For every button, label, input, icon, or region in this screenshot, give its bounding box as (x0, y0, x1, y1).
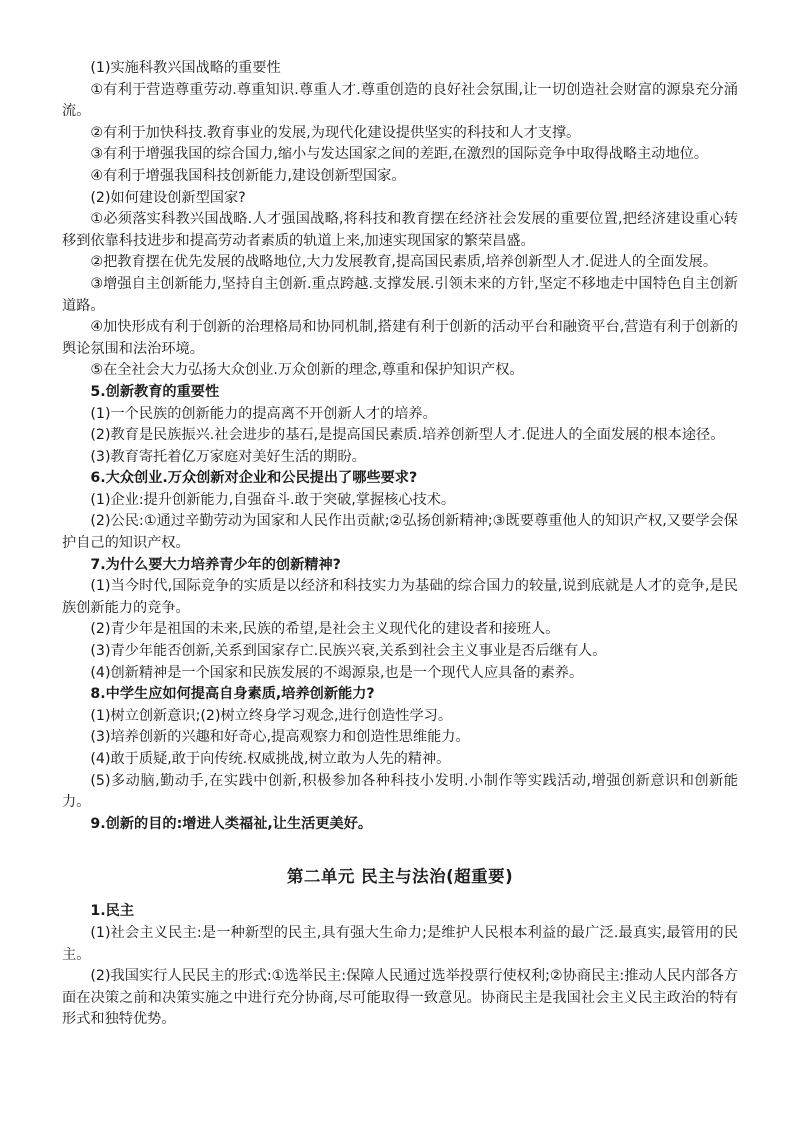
paragraph: (3)培养创新的兴趣和好奇心,提高观察力和创造性思维能力。 (90, 729, 470, 746)
section-heading: 1.民主 (90, 903, 135, 920)
paragraph: (3)青少年能否创新,关系到国家存亡.民族兴衰,关系到社会主义事业是否后继有人。 (90, 643, 607, 660)
paragraph: (4)敢于质疑,敢于向传统.权威挑战,树立敢为人先的精神。 (90, 751, 451, 767)
paragraph: ⑤在全社会大力弘扬大众创业.万众创新的理念,尊重和保护知识产权。 (90, 362, 524, 379)
paragraph: (1)社会主义民主:是一种新型的民主,具有强大生命力;是维护人民根本利益的最广泛.最真实,最管用的民主。 (62, 924, 738, 963)
paragraph: (3)教育寄托着亿万家庭对美好生活的期盼。 (90, 448, 366, 465)
paragraph: (1)企业:提升创新能力,自强奋斗.敢于突破,掌握核心技术。 (90, 491, 456, 508)
section-democracy-rule-of-law (62, 901, 738, 1031)
paragraph: ④有利于增强我国科技创新能力,建设创新型国家。 (90, 167, 406, 184)
section-heading: 7.为什么要大力培养青少年的创新精神? (90, 556, 341, 573)
paragraph: ③有利于增强我国的综合国力,缩小与发达国家之间的差距,在激烈的国际竞争中取得战略主动地位。 (90, 146, 709, 163)
paragraph: (2)公民:①通过辛勤劳动为国家和人民作出贡献;②弘扬创新精神;③既要尊重他人的知识产权,又要学会保护自己的知识产权。 (62, 513, 738, 552)
paragraph: ④加快形成有利于创新的治理格局和协同机制,搭建有利于创新的活动平台和融资平台,营造有利于创新的舆论氛围和法治环境。 (62, 319, 738, 357)
paragraph: (5)多动脑,勤动手,在实践中创新,积极参加各种科技小发明.小制作等实践活动,增强创新意识和创新能力。 (62, 772, 738, 811)
paragraph: ①必须落实科教兴国战略.人才强国战略,将科技和教育摆在经济社会发展的重要位置,把经济建设重心转移到依靠科技进步和提高劳动者素质的轨道上来,加速实现国家的繁荣昌盛。 (62, 211, 738, 249)
paragraph: ②有利于加快科技.教育事业的发展,为现代化建设提供坚实的科技和人才支撑。 (90, 124, 581, 141)
paragraph: (1)实施科教兴国战略的重要性 (90, 60, 281, 76)
paragraph: (2)如何建设创新型国家? (90, 189, 246, 206)
paragraph: (1)一个民族的创新能力的提高离不开创新人才的培养。 (90, 405, 437, 422)
section-heading: 9.创新的目的:增进人类福祉,让生活更美好。 (90, 815, 373, 832)
section-strategy-innovation (62, 58, 738, 835)
paragraph: (2)青少年是祖国的未来,民族的希望,是社会主义现代化的建设者和接班人。 (90, 621, 560, 638)
paragraph: (4)创新精神是一个国家和民族发展的不竭源泉,也是一个现代人应具备的素养。 (90, 664, 584, 681)
paragraph: (2)教育是民族振兴.社会进步的基石,是提高国民素质.培养创新型人才.促进人的全面发展的根本途径。 (90, 427, 725, 444)
paragraph: (1)当今时代,国际竞争的实质是以经济和科技实力为基础的综合国力的较量,说到底就是人才的竞争,是民族创新能力的竞争。 (62, 578, 738, 616)
section-heading: 6.大众创业.万众创新对企业和公民提出了哪些要求? (90, 470, 418, 487)
document-page (62, 58, 738, 1031)
paragraph: (1)树立创新意识;(2)树立终身学习观念,进行创造性学习。 (90, 707, 453, 724)
section-heading: 5.创新教育的重要性 (90, 383, 220, 400)
paragraph: (2)我国实行人民民主的形式:①选举民主:保障人民通过选举投票行使权利;②协商民主:推动人民内部各方面在决策之前和决策实施之中进行充分协商,尽可能取得一致意见。协商民主是我国社会主义民主政治的特有形式和独特优势。 (62, 968, 738, 1028)
section-heading: 8.中学生应如何提高自身素质,培养创新能力? (90, 686, 375, 703)
paragraph: ③增强自主创新能力,坚持自主创新.重点跨越.支撑发展.引领未来的方针,坚定不移地走中国特色自主创新道路。 (62, 275, 738, 314)
paragraph: ①有利于营造尊重劳动.尊重知识.尊重人才.尊重创造的良好社会氛围,让一切创造社会财富的源泉充分涌流。 (62, 81, 738, 120)
paragraph: ②把教育摆在优先发展的战略地位,大力发展教育,提高国民素质,培养创新型人才.促进人的全面发展。 (90, 254, 718, 271)
unit-title: 第二单元 民主与法治(超重要) (286, 867, 514, 887)
